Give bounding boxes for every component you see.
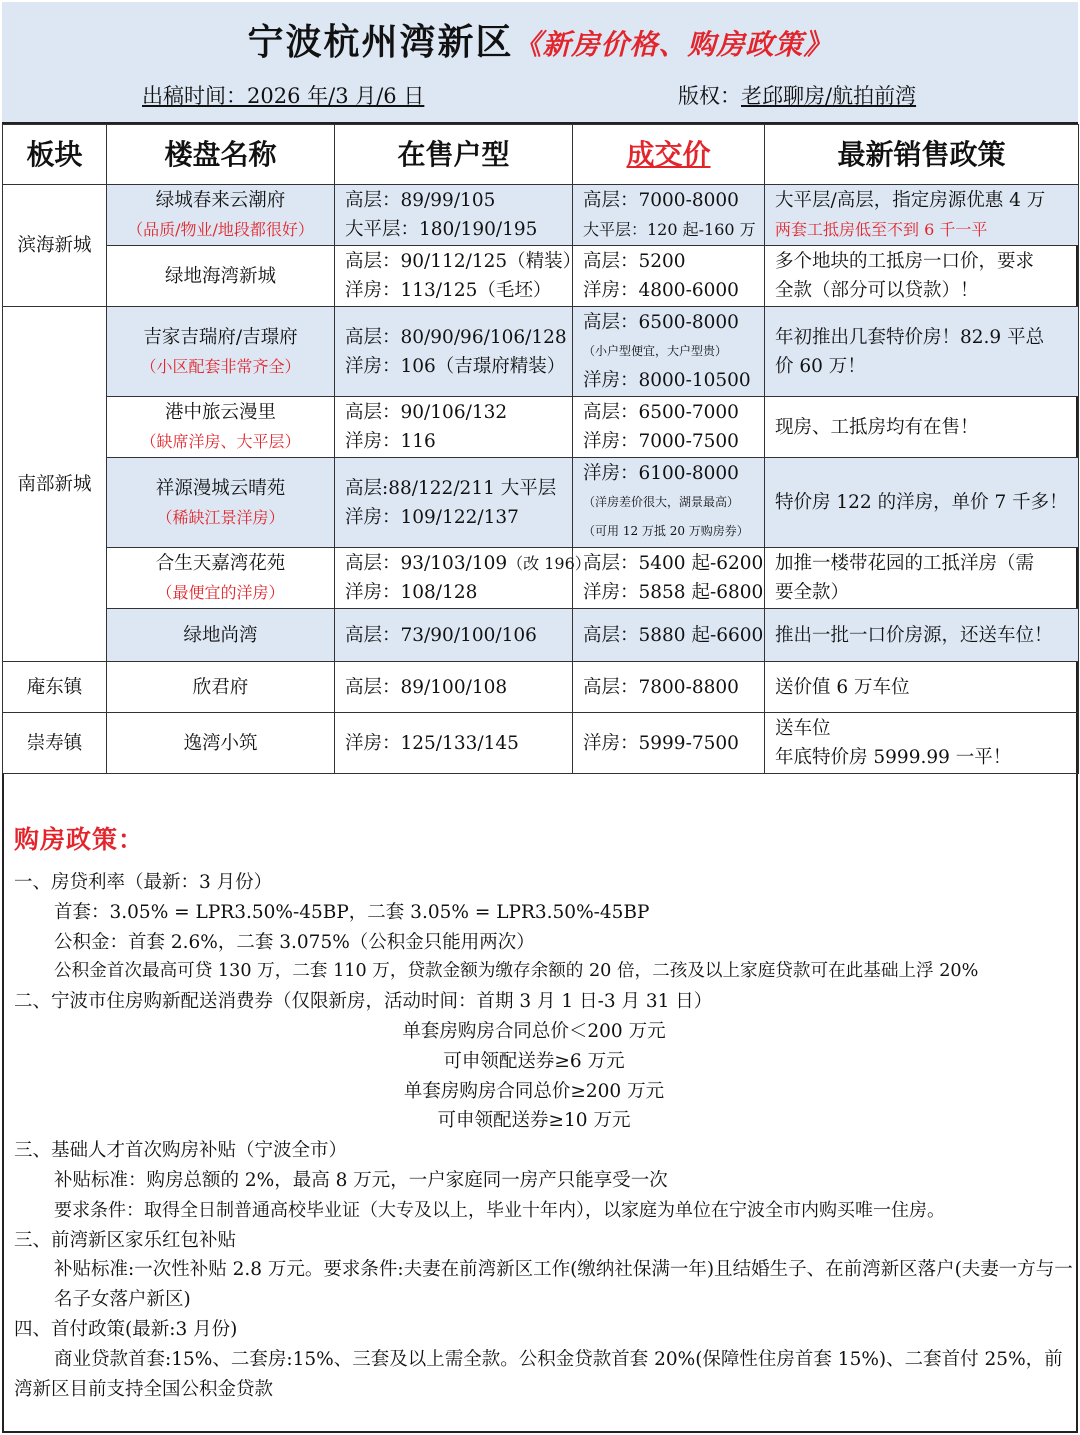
units-cell [335, 307, 573, 397]
header [2, 2, 1078, 124]
project-cell [107, 713, 335, 774]
col-header-policy: 最新销售政策 [765, 125, 1079, 185]
units-cell [335, 246, 582, 307]
table-row [3, 307, 1079, 397]
project-name: 绿城春来云潮府 [155, 190, 286, 211]
project-cell [107, 246, 335, 307]
policy-line: 年初推出几套特价房！82.9 平总 [775, 326, 1045, 348]
price-line: 高层：5880 起-6600 [583, 624, 764, 646]
project-note: （稀缺江景洋房） [156, 507, 285, 527]
policy-cell [765, 185, 1079, 246]
units-cell [335, 458, 573, 548]
col-header-district: 板块 [3, 125, 107, 185]
project-cell [107, 458, 335, 548]
price-line: 高层：6500-7000 [583, 402, 739, 423]
price-line: （小户型便宜，大户型贵） [583, 344, 728, 358]
units-line: 洋房：108/128 [345, 582, 478, 603]
policy-item: 商业贷款首套:15%、二套房:15%、三套及以上需全款。公积金贷款首套 20%(保障性住房首套 15%)、二套首付 25%，前湾新区目前支持全国公积金贷款 [14, 1348, 1063, 1400]
policy-cell [765, 713, 1079, 774]
units-line: 高层：90/106/132 [345, 402, 508, 423]
units-cell [335, 713, 573, 774]
units-cell [335, 548, 591, 609]
policy-line: 年底特价房 5999.99 一平！ [775, 747, 1012, 768]
col-header-units: 在售户型 [335, 125, 573, 185]
project-cell [107, 185, 335, 246]
policy-line: 加推一楼带花园的工抵洋房（需 [775, 553, 1035, 574]
units-cell [335, 397, 573, 458]
price-cell [573, 458, 765, 548]
policy-cell [765, 397, 1079, 458]
price-line: 高层：7800-8800 [583, 676, 739, 698]
price-cell [573, 609, 765, 662]
col-header-project: 楼盘名称 [107, 125, 335, 185]
units-line: 洋房：106（吉璟府精装） [345, 355, 566, 377]
policy-line: 送价值 6 万车位 [775, 676, 910, 698]
publish-date: 出稿时间：2026 年/3 月/6 日 [142, 84, 425, 108]
policy-line: 现房、工抵房均有在售！ [775, 416, 979, 438]
units-line: 高层：80/90/96/106/128 [345, 326, 567, 348]
price-cell [573, 397, 765, 458]
policy-heading: 一、房贷利率（最新：3 月份） [14, 872, 273, 893]
project-cell [107, 397, 335, 458]
units-cell [335, 185, 573, 246]
price-line: 洋房：6100-8000 [583, 463, 739, 484]
units-line: 高层：89/99/105 [345, 190, 496, 211]
district-cell: 庵东镇 [3, 662, 107, 713]
project-name: 逸湾小筑 [183, 732, 258, 754]
project-name: 港中旅云漫里 [164, 402, 276, 423]
units-line: 洋房：116 [345, 431, 436, 452]
policy-cell [765, 307, 1079, 397]
policy-cell [765, 662, 1079, 713]
policy-section [14, 820, 1074, 1404]
policy-cell [765, 609, 1079, 662]
price-cell [573, 246, 765, 307]
policy-heading: 三、基础人才首次购房补贴（宁波全市） [14, 1140, 348, 1162]
units-line: 高层:88/122/211 大平层 [345, 477, 557, 499]
policy-item: 首套：3.05% = LPR3.50%-45BP，二套 3.05% = LPR3.50%-45BP [54, 901, 650, 923]
policy-cell [765, 246, 1079, 307]
units-line [345, 549, 591, 578]
project-name: 欣君府 [192, 676, 249, 698]
price-line: 洋房：4800-6000 [583, 280, 739, 301]
project-cell [107, 662, 335, 713]
price-line: 洋房：8000-10500 [583, 370, 751, 391]
policy-item: 公积金首次最高可贷 130 万，二套 110 万，贷款金额为缴存余额的 20 倍，二孩及以上家庭贷款可在此基础上浮 20% [54, 961, 979, 982]
price-cell [573, 307, 765, 397]
price-table [2, 124, 1079, 774]
units-text-small: （改 196） [507, 554, 591, 573]
price-cell [573, 662, 765, 713]
price-line: 高层：6500-8000 [583, 312, 739, 333]
col-header-price: 成交价 [573, 125, 765, 185]
project-cell [107, 307, 335, 397]
policy-title: 购房政策： [14, 825, 145, 854]
project-cell [107, 609, 335, 662]
policy-line: 要全款） [775, 582, 850, 603]
page-title [2, 14, 1078, 65]
policy-item: 单套房购房合同总价＜200 万元 [402, 1020, 666, 1042]
policy-cell [765, 458, 1079, 548]
project-name: 吉家吉瑞府/吉璟府 [143, 326, 298, 348]
project-name: 祥源漫城云晴苑 [155, 477, 286, 499]
price-line: 高层：5400 起-6200 [583, 553, 764, 574]
policy-line: 大平层/高层，指定房源优惠 4 万 [775, 190, 1046, 211]
units-line: 洋房：125/133/145 [345, 732, 519, 754]
copyright-value: 老邱聊房/航拍前湾 [741, 84, 917, 108]
district-cell: 滨海新城 [3, 185, 107, 307]
policy-heading: 三、前湾新区家乐红包补贴 [14, 1229, 237, 1251]
price-cell [573, 185, 765, 246]
policy-line: 推出一批一口价房源，还送车位！ [775, 624, 1053, 646]
price-line: （洋房差价很大，湖景最高） [583, 495, 740, 509]
district-cell: 崇寿镇 [3, 713, 107, 774]
policy-item: 补贴标准:一次性补贴 2.8 万元。要求条件:夫妻在前湾新区工作(缴纳社保满一年)且结婚生子、在前湾新区落户(夫妻一方与一名子女落户新区) [54, 1259, 1073, 1311]
units-line: 高层：73/90/100/106 [345, 624, 537, 646]
table-row [3, 246, 1079, 307]
units-text: 高层：93/103/109 [345, 553, 508, 574]
policy-cell [765, 548, 1079, 609]
policy-line: 全款（部分可以贷款）！ [775, 280, 979, 301]
units-line: 高层：90/112/125（精装） [345, 251, 582, 272]
district-cell: 南部新城 [3, 307, 107, 662]
policy-heading: 四、首付政策(最新:3 月份) [14, 1318, 238, 1340]
project-name: 绿地尚湾 [183, 624, 258, 646]
units-cell [335, 609, 573, 662]
policy-line: 送车位 [775, 718, 831, 739]
title-sub: 《新房价格、购房政策》 [513, 28, 833, 61]
price-line: 高层：5200 [583, 251, 686, 272]
project-note: （缺席洋房、大平层） [140, 432, 301, 451]
price-line: 洋房：5858 起-6800 [583, 582, 764, 603]
project-name: 合生天嘉湾花苑 [155, 553, 286, 574]
title-main: 宁波杭州湾新区 [247, 21, 514, 63]
policy-item: 单套房购房合同总价≥200 万元 [403, 1080, 665, 1102]
policy-line: 特价房 122 的洋房，单价 7 千多！ [775, 492, 1068, 513]
table-row [3, 458, 1079, 548]
policy-item: 可申领配送券≥6 万元 [443, 1050, 625, 1072]
policy-item: 要求条件：取得全日制普通高校毕业证（大专及以上，毕业十年内），以家庭为单位在宁波全市内购买唯一住房。 [54, 1199, 945, 1221]
policy-item: 补贴标准：购房总额的 2%，最高 8 万元，一户家庭同一房产只能享受一次 [54, 1169, 668, 1191]
price-cell [573, 713, 765, 774]
table-row [3, 662, 1079, 713]
price-line: 洋房：5999-7500 [583, 732, 739, 754]
policy-line: 多个地块的工抵房一口价，要求 [775, 251, 1035, 272]
policy-item: 公积金：首套 2.6%，二套 3.075%（公积金只能用两次） [54, 931, 535, 953]
units-cell [335, 662, 573, 713]
policy-heading: 二、宁波市住房购新配送消费券（仅限新房，活动时间：首期 3 月 1 日-3 月 31 日） [14, 991, 713, 1013]
table-row [3, 609, 1079, 662]
price-line: （可用 12 万抵 20 万购房券） [583, 524, 749, 538]
units-line: 洋房：113/125（毛坯） [345, 280, 552, 301]
copyright [678, 80, 916, 110]
table-row [3, 185, 1079, 246]
units-line: 高层：89/100/108 [345, 676, 508, 698]
project-name: 绿地海湾新城 [164, 265, 276, 287]
price-cell [573, 548, 765, 609]
price-line: 洋房：7000-7500 [583, 431, 739, 452]
units-line: 洋房：109/122/137 [345, 506, 519, 528]
table-row [3, 397, 1079, 458]
price-line: 大平层：120 起-160 万 [583, 220, 756, 239]
price-line: 高层：7000-8000 [583, 190, 739, 211]
project-note: （最便宜的洋房） [156, 583, 285, 602]
copyright-label: 版权： [678, 84, 741, 108]
table-row [3, 548, 1079, 609]
project-note: （品质/物业/地段都很好） [127, 220, 314, 239]
policy-item: 可申领配送券≥10 万元 [437, 1110, 631, 1132]
project-note: （小区配套非常齐全） [140, 356, 301, 376]
units-line: 大平层：180/190/195 [345, 219, 538, 240]
project-cell [107, 548, 335, 609]
table-row [3, 713, 1079, 774]
table-header-row [3, 125, 1079, 185]
policy-line: 价 60 万！ [775, 355, 866, 377]
policy-line: 两套工抵房低至不到 6 千一平 [775, 220, 988, 239]
